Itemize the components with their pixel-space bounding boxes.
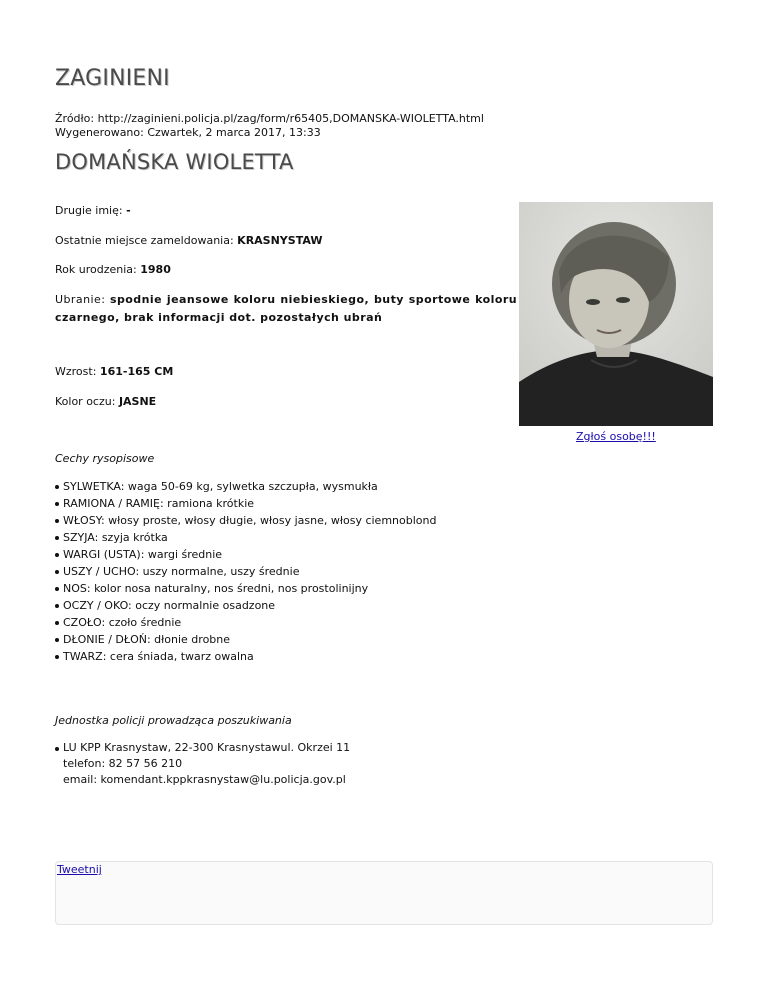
field-label: Wzrost:: [55, 365, 97, 378]
field-label: Kolor oczu:: [55, 395, 116, 408]
field-eye-color: [55, 395, 156, 408]
list-item: TWARZ: cera śniada, twarz owalna: [63, 648, 436, 665]
list-item: SZYJA: szyja krótka: [63, 529, 436, 546]
source-line: [55, 112, 484, 126]
list-item: DŁONIE / DŁOŃ: dłonie drobne: [63, 631, 436, 648]
police-unit-title: Jednostka policji prowadząca poszukiwania: [55, 714, 292, 727]
list-item: CZOŁO: czoło średnie: [63, 614, 436, 631]
generated-value: Czwartek, 2 marca 2017, 13:33: [147, 126, 321, 139]
field-label: Ostatnie miejsce zameldowania:: [55, 234, 234, 247]
features-title: Cechy rysopisowe: [55, 452, 155, 465]
police-unit-list: [55, 740, 350, 788]
police-unit-address: LU KPP Krasnystaw, 22-300 Krasnystawul. Okrzei 11: [63, 741, 351, 754]
field-last-residence: [55, 234, 323, 247]
generated-line: [55, 126, 484, 140]
person-photo-image: [519, 202, 713, 426]
tweet-box: [55, 861, 713, 925]
list-item: WARGI (USTA): wargi średnie: [63, 546, 436, 563]
list-item: WŁOSY: włosy proste, włosy długie, włosy jasne, włosy ciemnoblond: [63, 514, 437, 527]
report-person-link[interactable]: Zgłoś osobę!!!: [576, 430, 656, 443]
field-height: [55, 365, 173, 378]
field-label: Drugie imię:: [55, 204, 123, 217]
field-value: -: [126, 204, 131, 217]
field-value: spodnie jeansowe koloru niebieskiego, buty sportowe koloru czarnego, brak informacji dot. pozostałych ubrań: [55, 293, 517, 324]
field-value: 1980: [140, 263, 171, 276]
police-unit-email: email: komendant.kppkrasnystaw@lu.policja.gov.pl: [63, 773, 346, 786]
list-item: SYLWETKA: waga 50-69 kg, sylwetka szczupła, wysmukła: [63, 478, 436, 495]
list-item: NOS: kolor nosa naturalny, nos średni, nos prostolinijny: [63, 580, 436, 597]
list-item: OCZY / OKO: oczy normalnie osadzone: [63, 597, 436, 614]
police-unit-item: [63, 740, 350, 788]
field-second-name: [55, 204, 131, 217]
source-label: Źródło:: [55, 112, 95, 125]
source-url: http://zaginieni.policja.pl/zag/form/r65405,DOMANSKA-WIOLETTA.html: [97, 112, 484, 125]
site-title: ZAGINIENI: [55, 66, 170, 91]
meta-info: [55, 112, 484, 140]
generated-label: Wygenerowano:: [55, 126, 144, 139]
features-list: [55, 478, 436, 665]
person-photo: [519, 202, 713, 426]
person-name: DOMAŃSKA WIOLETTA: [55, 150, 294, 174]
field-value: JASNE: [118, 395, 157, 408]
field-clothing: [55, 291, 517, 327]
field-birth-year: [55, 263, 171, 276]
field-label: Ubranie:: [55, 293, 106, 306]
field-value: 161-165 CM: [99, 365, 174, 378]
list-item: RAMIONA / RAMIĘ: ramiona krótkie: [63, 495, 436, 512]
tweet-button[interactable]: Tweetnij: [57, 863, 102, 876]
field-value: KRASNYSTAW: [237, 234, 323, 247]
field-label: Rok urodzenia:: [55, 263, 137, 276]
list-item: USZY / UCHO: uszy normalne, uszy średnie: [63, 563, 436, 580]
police-unit-phone: telefon: 82 57 56 210: [63, 757, 183, 770]
